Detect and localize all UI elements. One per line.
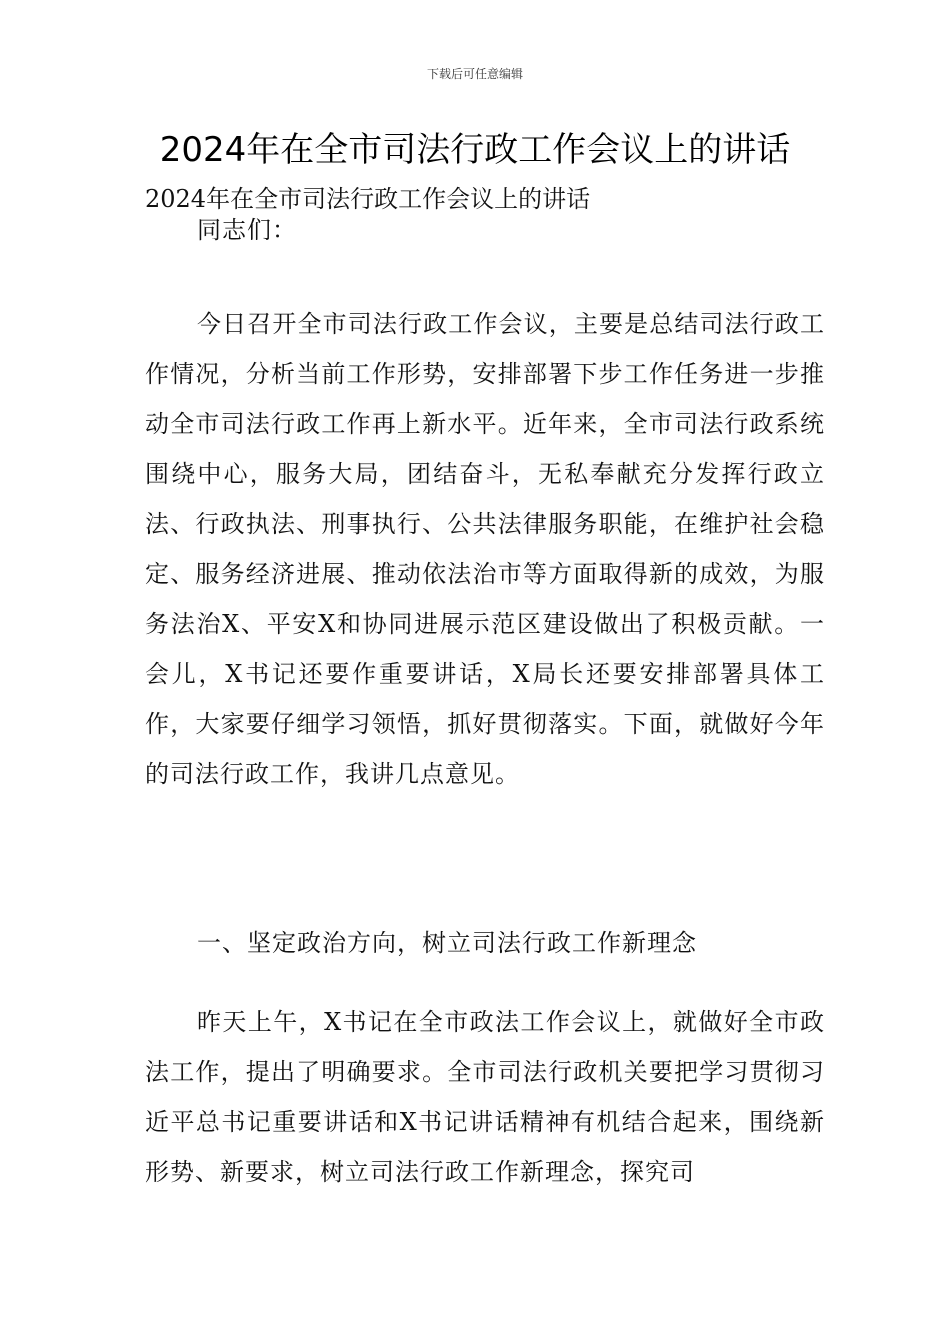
paragraph-intro: 今日召开全市司法行政工作会议，主要是总结司法行政工作情况，分析当前工作形势，安排部署下步工作任务进一步推动全市司法行政工作再上新水平。近年来，全市司法行政系统围绕中心，服务大局，团结奋斗，无私奉献充分发挥行政立法、行政执法、刑事执行、公共法律服务职能，在维护社会稳定、服务经济进展、推动依法治市等方面取得新的成效，为服务法治X、平安X和协同进展示范区建设做出了积极贡献。一会儿，X书记还要作重要讲话，X局长还要安排部署具体工作，大家要仔细学习领悟，抓好贯彻落实。下面，就做好今年的司法行政工作，我讲几点意见。 (145, 310, 825, 788)
document-title: 2024年在全市司法行政工作会议上的讲话 (159, 130, 791, 170)
section-heading-1: 一、坚定政治方向，树立司法行政工作新理念 (197, 929, 697, 957)
document-subtitle: 2024年在全市司法行政工作会议上的讲话 (145, 185, 591, 213)
page-header-note: 下载后可任意编辑 (426, 67, 523, 81)
paragraph-section-1: 昨天上午，X书记在全市政法工作会议上，就做好全市政法工作，提出了明确要求。全市司法行政机关要把学习贯彻习近平总书记重要讲话和X书记讲话精神有机结合起来，围绕新形势、新要求，树立司法行政工作新理念，探究司 (145, 1008, 825, 1186)
salutation: 同志们： (197, 216, 297, 244)
